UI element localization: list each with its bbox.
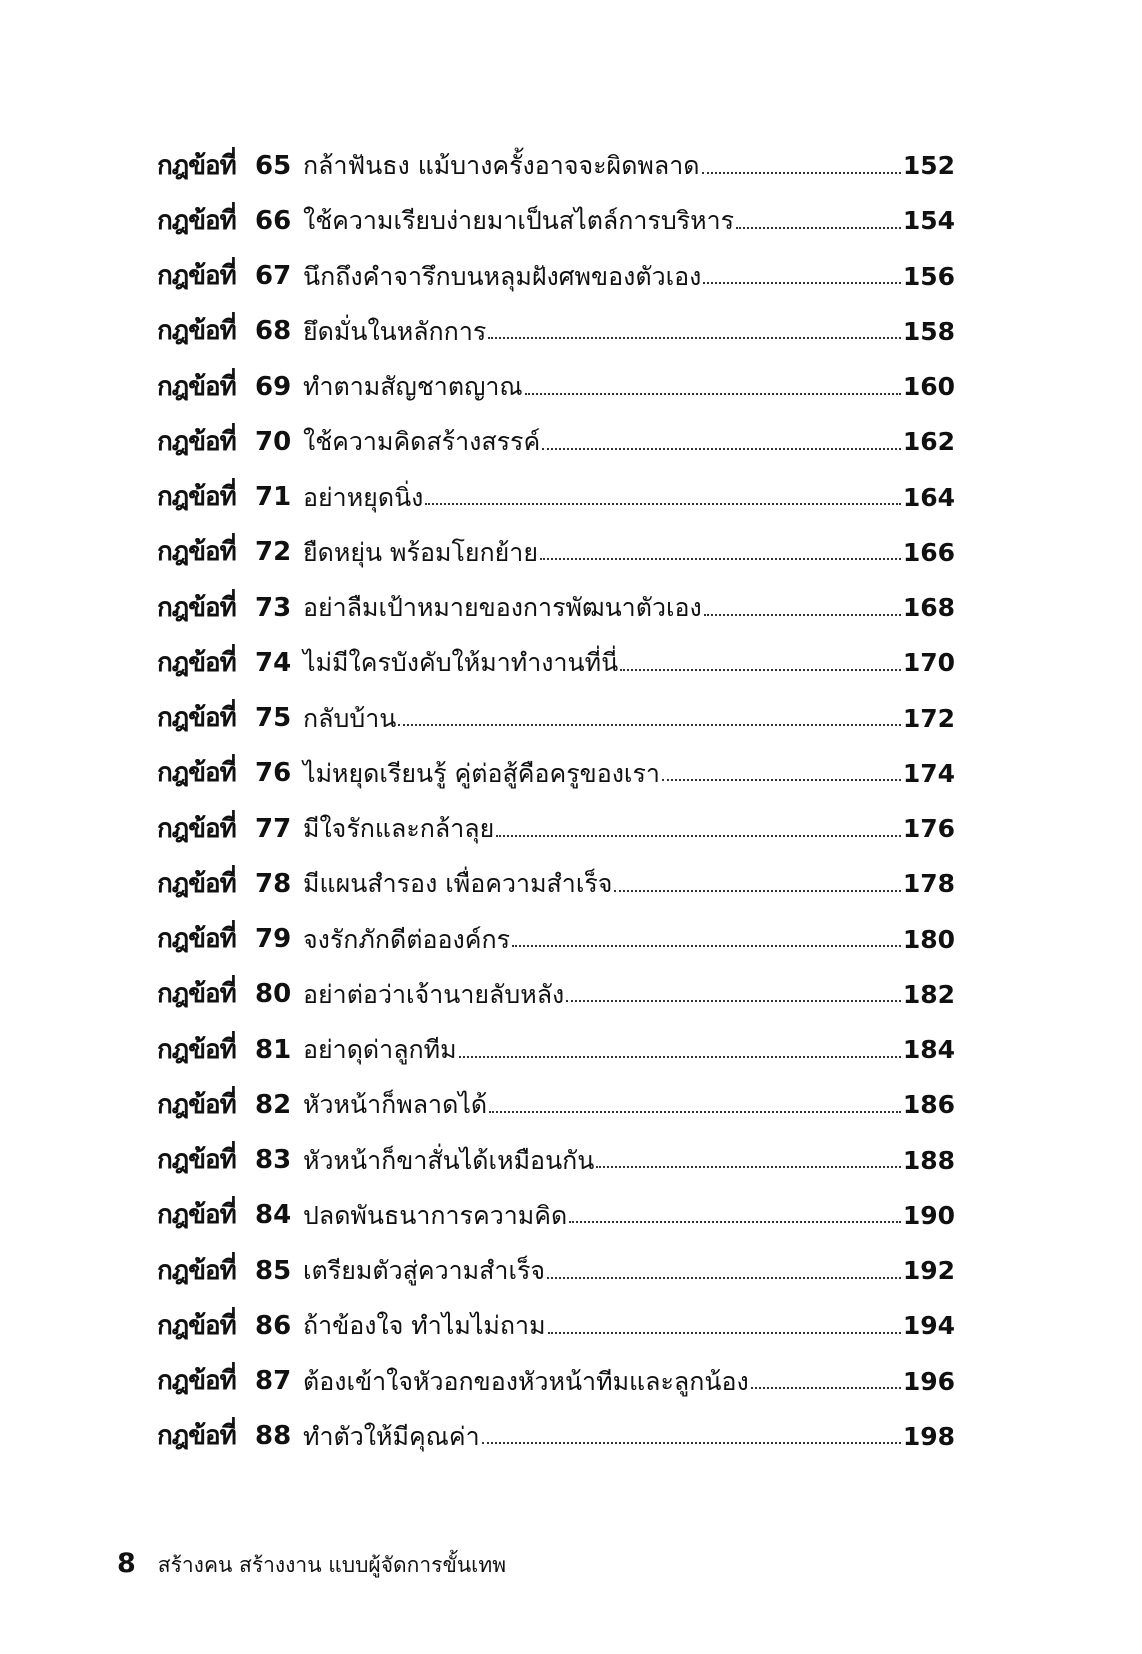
rule-title: อย่าลืมเป้าหมายของการพัฒนาตัวเอง [303, 593, 702, 623]
toc-entry-rule-85[interactable] [157, 1243, 955, 1298]
rule-number: 65 [255, 150, 292, 181]
rule-number: 67 [255, 261, 292, 292]
page-number: 160 [902, 372, 955, 402]
toc-entry-rule-74[interactable] [157, 635, 955, 690]
rule-prefix: กฎข้อที่ [157, 1034, 236, 1065]
dot-leader [547, 1277, 901, 1279]
rule-number: 79 [255, 924, 292, 955]
dot-leader [459, 1056, 901, 1058]
rule-prefix: กฎข้อที่ [157, 979, 236, 1010]
rule-number: 76 [255, 758, 292, 789]
toc-entry-rule-70[interactable] [157, 414, 955, 469]
rule-number: 86 [255, 1310, 292, 1341]
rule-title: อย่าหยุดนิ่ง [303, 482, 424, 512]
rule-title: ใช้ความเรียบง่ายมาเป็นสไตล์การบริหาร [303, 206, 735, 236]
rule-prefix: กฎข้อที่ [157, 703, 236, 734]
toc-entry-rule-77[interactable] [157, 801, 955, 856]
rule-prefix: กฎข้อที่ [157, 1366, 236, 1397]
dot-leader [569, 1221, 901, 1223]
dot-leader [540, 558, 901, 560]
page-number: 180 [902, 924, 955, 954]
page-number: 174 [902, 758, 955, 788]
rule-prefix: กฎข้อที่ [157, 261, 236, 292]
toc-entry-rule-78[interactable] [157, 856, 955, 911]
page-footer [117, 1548, 506, 1582]
rule-number: 88 [255, 1421, 292, 1452]
toc-entry-rule-80[interactable] [157, 967, 955, 1022]
rule-prefix: กฎข้อที่ [157, 1255, 236, 1286]
rule-title: เตรียมตัวสู่ความสำเร็จ [303, 1256, 546, 1286]
toc-entry-rule-66[interactable] [157, 193, 955, 248]
page-number: 158 [902, 316, 955, 346]
page-number: 172 [902, 703, 955, 733]
rule-number: 78 [255, 868, 292, 899]
toc-entry-rule-82[interactable] [157, 1077, 955, 1132]
dot-leader [425, 503, 900, 505]
rule-title: ยืดหยุ่น พร้อมโยกย้าย [303, 537, 538, 567]
toc-entry-rule-87[interactable] [157, 1354, 955, 1409]
page-number: 152 [902, 151, 955, 181]
dot-leader [488, 337, 901, 339]
rule-prefix: กฎข้อที่ [157, 1200, 236, 1231]
toc-entry-rule-72[interactable] [157, 525, 955, 580]
rule-prefix: กฎข้อที่ [157, 924, 236, 955]
dot-leader [542, 448, 901, 450]
rule-number: 73 [255, 592, 292, 623]
rule-prefix: กฎข้อที่ [157, 647, 236, 678]
rule-title: ทำตามสัญชาตญาณ [303, 372, 523, 402]
page-number: 184 [902, 1035, 955, 1065]
toc-entry-rule-65[interactable] [157, 138, 955, 193]
rule-number: 85 [255, 1255, 292, 1286]
rule-number: 69 [255, 371, 292, 402]
rule-number: 74 [255, 647, 292, 678]
rule-title: กลับบ้าน [303, 703, 397, 733]
rule-title: มีแผนสำรอง เพื่อความสำเร็จ [303, 869, 613, 899]
toc-entry-rule-84[interactable] [157, 1188, 955, 1243]
page-number: 182 [902, 979, 955, 1009]
rule-prefix: กฎข้อที่ [157, 592, 236, 623]
rule-prefix: กฎข้อที่ [157, 1310, 236, 1341]
toc-entry-rule-83[interactable] [157, 1133, 955, 1188]
rule-title: ใช้ความคิดสร้างสรรค์ [303, 427, 541, 457]
rule-prefix: กฎข้อที่ [157, 205, 236, 236]
page-number: 192 [902, 1256, 955, 1286]
rule-prefix: กฎข้อที่ [157, 482, 236, 513]
page-number: 188 [902, 1145, 955, 1175]
rule-title: อย่าดุด่าลูกทีม [303, 1035, 457, 1065]
dot-leader [704, 614, 901, 616]
toc-entry-rule-73[interactable] [157, 580, 955, 635]
page-number: 178 [902, 869, 955, 899]
rule-number: 80 [255, 979, 292, 1010]
rule-title: จงรักภักดีต่อองค์กร [303, 924, 511, 954]
page-number: 170 [902, 648, 955, 678]
page-number: 156 [902, 261, 955, 291]
toc-entry-rule-76[interactable] [157, 746, 955, 801]
dot-leader [703, 282, 900, 284]
dot-leader [548, 1332, 901, 1334]
rule-title: ทำตัวให้มีคุณค่า [303, 1421, 480, 1451]
dot-leader [662, 779, 901, 781]
page-number: 168 [902, 593, 955, 623]
page-number: 196 [902, 1366, 955, 1396]
rule-number: 81 [255, 1034, 292, 1065]
rule-title: ไม่มีใครบังคับให้มาทำงานที่นี่ [303, 648, 619, 678]
rule-number: 70 [255, 426, 292, 457]
dot-leader [496, 835, 901, 837]
rule-number: 87 [255, 1366, 292, 1397]
rule-title: ไม่หยุดเรียนรู้ คู่ต่อสู้คือครูของเรา [303, 758, 660, 788]
dot-leader [525, 393, 901, 395]
table-of-contents [157, 138, 955, 1464]
dot-leader [512, 945, 901, 947]
rule-title: กล้าฟันธง แม้บางครั้งอาจจะผิดพลาด [303, 151, 700, 181]
rule-title: ปลดพันธนาการความคิด [303, 1200, 568, 1230]
page-number: 166 [902, 537, 955, 567]
dot-leader [751, 1387, 901, 1389]
page-number: 186 [902, 1090, 955, 1120]
rule-number: 82 [255, 1089, 292, 1120]
page-number: 154 [902, 206, 955, 236]
rule-title: หัวหน้าก็ขาสั่นได้เหมือนกัน [303, 1145, 595, 1175]
rule-prefix: กฎข้อที่ [157, 371, 236, 402]
toc-entry-rule-81[interactable] [157, 1022, 955, 1077]
dot-leader [398, 724, 900, 726]
rule-title: นึกถึงคำจารึกบนหลุมฝังศพของตัวเอง [303, 261, 702, 291]
toc-entry-rule-86[interactable] [157, 1298, 955, 1353]
rule-title: อย่าต่อว่าเจ้านายลับหลัง [303, 979, 565, 1009]
dot-leader [566, 1000, 901, 1002]
toc-entry-rule-79[interactable] [157, 912, 955, 967]
footer-page-number: 8 [117, 1548, 136, 1579]
rule-title: ถ้าข้องใจ ทำไมไม่ถาม [303, 1311, 546, 1341]
rule-title: ต้องเข้าใจหัวอกของหัวหน้าทีมและลูกน้อง [303, 1366, 749, 1396]
rule-number: 71 [255, 482, 292, 513]
page-number: 194 [902, 1311, 955, 1341]
rule-number: 83 [255, 1145, 292, 1176]
dot-leader [489, 1111, 901, 1113]
page-number: 164 [902, 482, 955, 512]
rule-prefix: กฎข้อที่ [157, 813, 236, 844]
rule-prefix: กฎข้อที่ [157, 1421, 236, 1452]
page-number: 176 [902, 814, 955, 844]
rule-prefix: กฎข้อที่ [157, 1145, 236, 1176]
rule-prefix: กฎข้อที่ [157, 426, 236, 457]
rule-prefix: กฎข้อที่ [157, 758, 236, 789]
toc-entry-rule-75[interactable] [157, 691, 955, 746]
rule-title: มีใจรักและกล้าลุย [303, 814, 495, 844]
dot-leader [702, 172, 901, 174]
page-number: 162 [902, 427, 955, 457]
rule-title: หัวหน้าก็พลาดได้ [303, 1090, 488, 1120]
dot-leader [482, 1442, 901, 1444]
rule-title: ยึดมั่นในหลักการ [303, 316, 487, 346]
dot-leader [736, 227, 901, 229]
rule-number: 75 [255, 703, 292, 734]
rule-number: 68 [255, 316, 292, 347]
toc-entry-rule-69[interactable] [157, 359, 955, 414]
toc-entry-rule-71[interactable] [157, 470, 955, 525]
rule-number: 84 [255, 1200, 292, 1231]
rule-prefix: กฎข้อที่ [157, 537, 236, 568]
rule-prefix: กฎข้อที่ [157, 1089, 236, 1120]
dot-leader [596, 1166, 900, 1168]
page-number: 190 [902, 1200, 955, 1230]
rule-prefix: กฎข้อที่ [157, 150, 236, 181]
toc-entry-rule-88[interactable] [157, 1409, 955, 1464]
footer-book-title: สร้างคน สร้างงาน แบบผู้จัดการขั้นเทพ [157, 1553, 507, 1577]
toc-entry-rule-68[interactable] [157, 304, 955, 359]
toc-entry-rule-67[interactable] [157, 249, 955, 304]
page-number: 198 [902, 1421, 955, 1451]
rule-number: 72 [255, 537, 292, 568]
rule-number: 77 [255, 813, 292, 844]
dot-leader [620, 669, 901, 671]
dot-leader [614, 890, 900, 892]
rule-number: 66 [255, 205, 292, 236]
rule-prefix: กฎข้อที่ [157, 868, 236, 899]
rule-prefix: กฎข้อที่ [157, 316, 236, 347]
